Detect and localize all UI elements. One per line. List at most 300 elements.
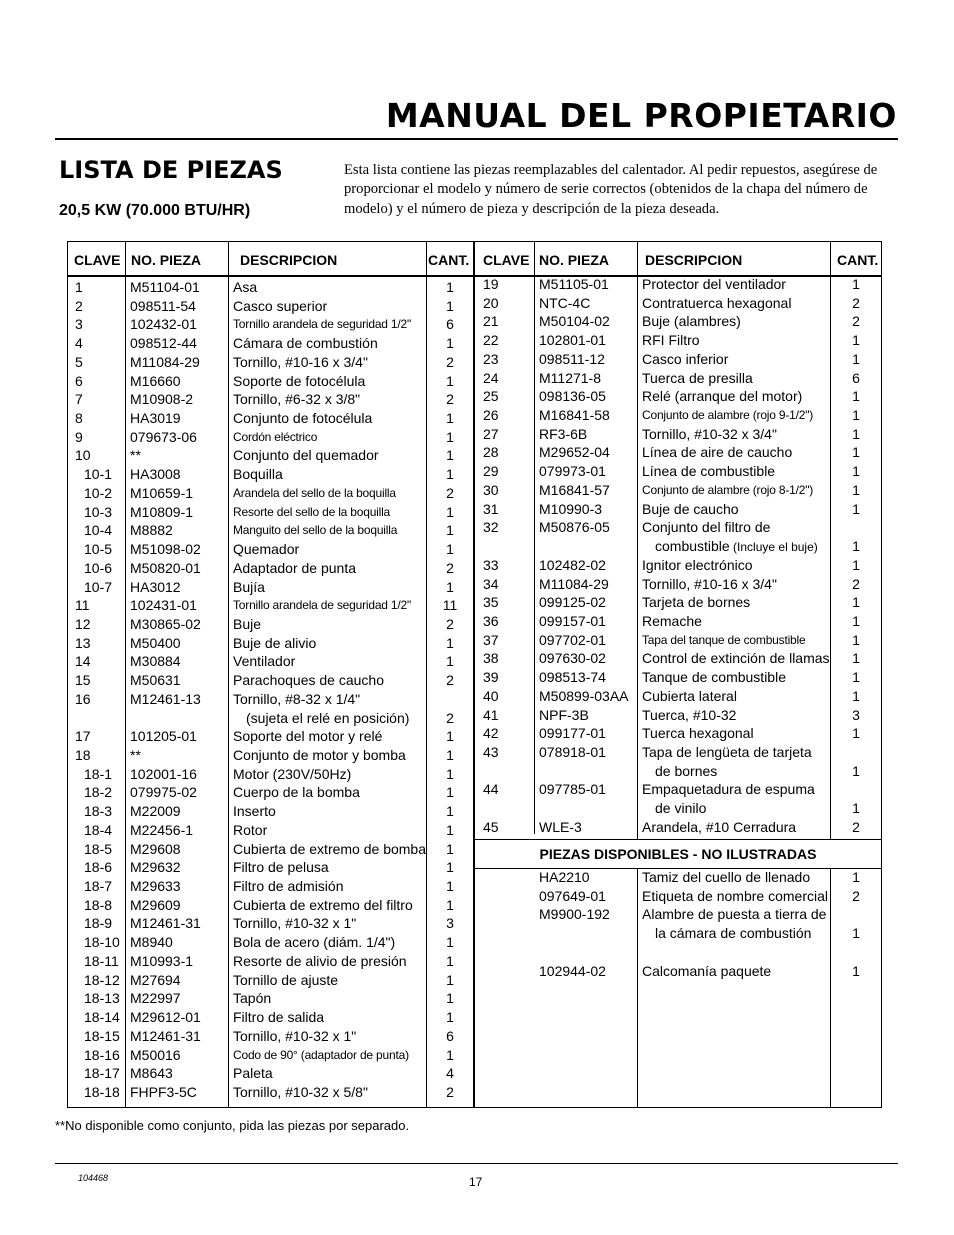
row-clave: 18-8 xyxy=(84,896,113,913)
row-quantity: 1 xyxy=(852,594,860,611)
column-divider xyxy=(228,242,229,1107)
row-quantity: 1 xyxy=(852,762,860,779)
row-part-number: M16841-58 xyxy=(539,407,610,424)
row-quantity: 1 xyxy=(852,556,860,573)
row-quantity: 1 xyxy=(446,297,454,314)
row-quantity: 1 xyxy=(852,687,860,704)
col-header-descripcion: DESCRIPCION xyxy=(240,252,338,268)
row-part-number: 098511-54 xyxy=(130,297,196,314)
row-quantity: 1 xyxy=(446,859,454,876)
row-description: Resorte del sello de la boquilla xyxy=(233,504,391,519)
row-clave: 18-7 xyxy=(84,878,113,895)
row-description: Soporte del motor y relé xyxy=(233,728,383,745)
row-description: Arandela del sello de la boquilla xyxy=(233,485,396,500)
row-clave: 26 xyxy=(483,407,499,424)
row-part-number: M12461-31 xyxy=(130,1027,201,1044)
row-quantity: 4 xyxy=(446,1065,454,1082)
row-part-number: M29609 xyxy=(130,896,181,913)
row-description: Bola de acero (diám. 1/4") xyxy=(233,934,396,951)
row-part-number: HA3008 xyxy=(130,466,181,483)
row-part-number: 078918-01 xyxy=(539,744,606,760)
row-clave: 18-3 xyxy=(84,803,113,820)
row-description: RFI Filtro xyxy=(642,332,700,349)
row-part-number: M16841-57 xyxy=(539,481,610,498)
row-description: Etiqueta de nombre comercial xyxy=(642,887,828,904)
row-quantity: 2 xyxy=(446,672,454,689)
row-quantity: 1 xyxy=(446,896,454,913)
row-clave: 8 xyxy=(75,410,83,427)
row-quantity: 2 xyxy=(446,391,454,408)
footer-rule xyxy=(55,1163,898,1164)
row-clave: 4 xyxy=(75,335,83,352)
row-quantity: 1 xyxy=(446,279,454,295)
row-quantity: 2 xyxy=(446,709,454,726)
document-number: 104468 xyxy=(78,1173,109,1183)
row-quantity: 2 xyxy=(852,313,860,330)
row-clave: 18-12 xyxy=(84,971,120,988)
row-description: Conjunto de alambre (rojo 9-1/2") xyxy=(642,408,814,423)
row-quantity: 1 xyxy=(446,335,454,352)
row-part-number: M22997 xyxy=(130,990,181,1007)
row-clave: 10 xyxy=(75,447,91,464)
row-quantity: 1 xyxy=(852,463,860,480)
row-description: Conjunto de fotocélula xyxy=(233,410,373,427)
row-description: Alambre de puesta a tierra de xyxy=(642,906,827,923)
row-part-number: M50631 xyxy=(130,672,181,689)
row-quantity: 2 xyxy=(852,575,860,592)
intro-paragraph: Esta lista contiene las piezas reemplazables del calentador. Al pedir repuestos, asegúrese de proporcionar el modelo y número de serie correctos (obtenidos de la chapa del número de modelo) y el número de pieza y descripción de la pieza deseada. xyxy=(344,162,878,217)
row-description: Boquilla xyxy=(233,466,283,483)
row-description: Contratuerca hexagonal xyxy=(642,294,792,311)
row-description: Tornillo, #10-16 x 3/4" xyxy=(642,575,777,592)
row-quantity: 1 xyxy=(852,631,860,648)
row-quantity: 1 xyxy=(446,803,454,820)
row-description: Calcomanía paquete xyxy=(642,962,772,979)
section-title: LISTA DE PIEZAS xyxy=(59,156,283,184)
row-quantity: 1 xyxy=(446,653,454,670)
row-clave: 14 xyxy=(75,653,91,670)
row-clave: 10-1 xyxy=(84,466,113,483)
row-description: Filtro de pelusa xyxy=(233,859,329,876)
row-description-note: (Incluye el buje) xyxy=(729,540,818,555)
row-clave: 21 xyxy=(483,313,499,330)
row-description: Tamiz del cuello de llenado xyxy=(642,869,811,885)
row-quantity: 2 xyxy=(446,615,454,632)
row-clave: 37 xyxy=(483,631,499,648)
row-part-number: M10809-1 xyxy=(130,503,194,520)
row-part-number: M50876-05 xyxy=(539,519,610,536)
row-description: Cordón eléctrico xyxy=(233,429,318,444)
row-part-number: 099157-01 xyxy=(539,612,606,629)
row-part-number: M11084-29 xyxy=(539,575,609,592)
row-quantity: 1 xyxy=(446,1009,454,1026)
row-clave: 18-10 xyxy=(84,934,120,951)
row-clave: 10-2 xyxy=(84,484,113,501)
row-description: Tornillo, #6-32 x 3/8" xyxy=(233,391,361,408)
column-divider xyxy=(534,242,535,834)
row-description: Tornillo arandela de seguridad 1/2" xyxy=(233,598,412,613)
row-quantity: 1 xyxy=(852,407,860,424)
row-part-number: M51104-01 xyxy=(130,279,200,295)
col-header-clave: CLAVE xyxy=(483,252,530,268)
row-quantity: 1 xyxy=(446,934,454,951)
row-part-number: 102801-01 xyxy=(539,332,606,349)
row-quantity: 1 xyxy=(446,634,454,651)
row-clave: 18-16 xyxy=(84,1046,120,1063)
row-quantity: 1 xyxy=(446,372,454,389)
row-part-number: M50016 xyxy=(130,1046,181,1063)
row-description: Motor (230V/50Hz) xyxy=(233,765,352,782)
row-description: Protector del ventilador xyxy=(642,276,786,292)
row-clave: 18-1 xyxy=(84,765,113,782)
row-part-number: 101205-01 xyxy=(130,728,197,745)
row-clave: 38 xyxy=(483,650,499,667)
row-description: Arandela, #10 Cerradura xyxy=(642,818,797,835)
row-quantity: 1 xyxy=(852,669,860,686)
column-divider xyxy=(637,242,638,1107)
row-description: de bornes xyxy=(655,762,718,779)
row-quantity: 6 xyxy=(446,316,454,333)
row-part-number: 102431-01 xyxy=(130,597,197,614)
row-description: Tornillo, #10-32 x 3/4" xyxy=(642,425,777,442)
row-description: Tapa del tanque de combustible xyxy=(642,632,806,647)
row-description: Casco inferior xyxy=(642,350,729,367)
row-part-number: M9900-192 xyxy=(539,906,610,923)
row-description: Rotor xyxy=(233,821,268,838)
row-part-number: HA3019 xyxy=(130,410,181,427)
col-header-descripcion: DESCRIPCION xyxy=(645,252,743,268)
row-part-number: M29612-01 xyxy=(130,1009,201,1026)
row-part-number: M51098-02 xyxy=(130,541,201,558)
row-description: Parachoques de caucho xyxy=(233,672,384,689)
row-clave: 1 xyxy=(75,279,83,295)
parts-table-right xyxy=(474,241,882,1108)
parts-table-left xyxy=(67,241,474,1108)
row-description: Buje (alambres) xyxy=(642,313,741,330)
row-quantity: 1 xyxy=(446,990,454,1007)
row-clave: 18-2 xyxy=(84,784,113,801)
row-description: Paleta xyxy=(233,1065,273,1082)
row-quantity: 1 xyxy=(852,388,860,405)
row-clave: 42 xyxy=(483,725,499,742)
row-part-number: M27694 xyxy=(130,971,181,988)
row-part-number: M50104-02 xyxy=(539,313,610,330)
row-quantity: 1 xyxy=(852,869,860,885)
row-quantity: 1 xyxy=(446,578,454,595)
row-part-number: 079673-06 xyxy=(130,428,197,445)
row-clave: 18-11 xyxy=(84,952,119,969)
row-description: Ignitor electrónico xyxy=(642,556,753,573)
row-quantity: 2 xyxy=(446,484,454,501)
row-clave: 30 xyxy=(483,481,499,498)
row-part-number: 098512-44 xyxy=(130,335,197,352)
page-number: 17 xyxy=(469,1175,483,1189)
row-quantity: 2 xyxy=(852,294,860,311)
row-quantity: 1 xyxy=(852,650,860,667)
row-clave: 18-14 xyxy=(84,1009,120,1026)
row-clave: 6 xyxy=(75,372,83,389)
row-description: Cubierta lateral xyxy=(642,687,737,704)
row-description: Tornillo de ajuste xyxy=(233,971,339,988)
row-quantity: 1 xyxy=(852,962,860,979)
row-quantity: 2 xyxy=(852,887,860,904)
row-clave: 10-6 xyxy=(84,559,113,576)
header-rule xyxy=(68,275,473,277)
row-description: Tuerca hexagonal xyxy=(642,725,754,742)
row-part-number: M10659-1 xyxy=(130,484,194,501)
row-part-number: M51105-01 xyxy=(539,276,609,292)
row-clave: 18 xyxy=(75,747,91,763)
row-description: Filtro de salida xyxy=(233,1009,325,1026)
row-clave: 17 xyxy=(75,728,91,745)
row-description: (sujeta el relé en posición) xyxy=(246,709,410,726)
row-part-number: 098136-05 xyxy=(539,388,606,405)
row-part-number: M11084-29 xyxy=(130,353,200,370)
row-description: Casco superior xyxy=(233,297,328,314)
row-description: Tornillo, #10-16 x 3/4" xyxy=(233,353,368,370)
row-clave: 18-18 xyxy=(84,1083,120,1100)
row-description: Tuerca de presilla xyxy=(642,369,753,386)
row-part-number: HA3012 xyxy=(130,578,181,595)
row-part-number: 102482-02 xyxy=(539,556,606,573)
row-quantity: 1 xyxy=(446,952,454,969)
row-part-number: M10993-1 xyxy=(130,952,194,969)
row-description: Resorte de alivio de presión xyxy=(233,952,407,969)
row-description: Control de extinción de llamas xyxy=(642,650,830,667)
row-description: Tornillo, #10-32 x 1" xyxy=(233,915,357,932)
row-quantity: 1 xyxy=(852,725,860,742)
row-clave: 10-4 xyxy=(84,522,113,539)
available-parts-band xyxy=(475,839,881,869)
row-quantity: 3 xyxy=(446,915,454,932)
row-part-number: M50899-03AA xyxy=(539,687,629,704)
row-clave: 29 xyxy=(483,463,499,480)
row-clave: 18-6 xyxy=(84,859,113,876)
row-clave: 18-13 xyxy=(84,990,120,1007)
row-clave: 3 xyxy=(75,316,83,333)
row-quantity: 1 xyxy=(446,541,454,558)
row-clave: 41 xyxy=(483,706,499,723)
row-quantity: 2 xyxy=(446,559,454,576)
section-subtitle: 20,5 KW (70.000 BTU/HR) xyxy=(59,202,251,219)
row-description: Conjunto del quemador xyxy=(233,447,379,464)
row-quantity: 1 xyxy=(446,840,454,857)
row-clave: 24 xyxy=(483,369,499,386)
row-clave: 10-7 xyxy=(84,578,113,595)
row-quantity: 1 xyxy=(852,425,860,442)
available-parts-title: PIEZAS DISPONIBLES - NO ILUSTRADAS xyxy=(539,846,817,862)
row-part-number: M11271-8 xyxy=(539,369,602,386)
row-part-number: 102944-02 xyxy=(539,962,606,979)
row-description: Cubierta de extremo del filtro xyxy=(233,896,413,913)
row-description: Conjunto del filtro de xyxy=(642,519,771,536)
row-description: Tarjeta de bornes xyxy=(642,594,751,611)
row-clave: 18-4 xyxy=(84,821,113,838)
row-quantity: 3 xyxy=(852,706,860,723)
row-clave: 19 xyxy=(483,276,499,292)
row-quantity: 1 xyxy=(446,428,454,445)
row-clave: 20 xyxy=(483,294,499,311)
row-quantity: 2 xyxy=(446,353,454,370)
row-quantity: 1 xyxy=(852,538,860,555)
row-quantity: 1 xyxy=(852,800,860,817)
col-header-cant: CANT. xyxy=(837,252,879,268)
row-description: Asa xyxy=(233,279,258,295)
row-quantity: 1 xyxy=(446,728,454,745)
row-quantity: 1 xyxy=(852,500,860,517)
row-part-number: M16660 xyxy=(130,372,181,389)
row-clave: 10-3 xyxy=(84,503,113,520)
row-description: Remache xyxy=(642,612,702,629)
row-part-number: M29632 xyxy=(130,859,181,876)
row-clave: 16 xyxy=(75,690,91,707)
row-clave: 32 xyxy=(483,519,499,536)
row-quantity: 1 xyxy=(852,276,860,292)
row-clave: 27 xyxy=(483,425,499,442)
row-part-number: M8882 xyxy=(130,522,173,539)
row-part-number: 099177-01 xyxy=(539,725,606,742)
row-part-number: FHPF3-5C xyxy=(130,1083,197,1100)
row-part-number: M50400 xyxy=(130,634,181,651)
row-clave: 2 xyxy=(75,297,83,314)
row-quantity: 1 xyxy=(446,765,454,782)
row-clave: 44 xyxy=(483,781,499,798)
manual-title: MANUAL DEL PROPIETARIO xyxy=(385,96,897,135)
row-quantity: 1 xyxy=(446,466,454,483)
row-clave: 18-15 xyxy=(84,1027,120,1044)
row-clave: 39 xyxy=(483,669,499,686)
row-quantity: 1 xyxy=(446,410,454,427)
row-part-number: 099125-02 xyxy=(539,594,606,611)
row-description: Línea de aire de caucho xyxy=(642,444,793,461)
row-part-number: ** xyxy=(130,747,141,763)
row-quantity: 1 xyxy=(446,1046,454,1063)
row-part-number: NPF-3B xyxy=(539,706,589,723)
row-clave: 12 xyxy=(75,615,91,632)
row-quantity: 1 xyxy=(446,747,454,763)
row-part-number: HA2210 xyxy=(539,869,590,885)
row-description: Ventilador xyxy=(233,653,296,670)
row-description: Empaquetadura de espuma xyxy=(642,781,815,798)
row-description: Tapa de lengüeta de tarjeta xyxy=(642,744,812,760)
row-description: Tanque de combustible xyxy=(642,669,786,686)
row-part-number: M30884 xyxy=(130,653,181,670)
row-quantity: 1 xyxy=(852,612,860,629)
row-quantity: 1 xyxy=(852,350,860,367)
row-clave: 34 xyxy=(483,575,499,592)
row-quantity: 2 xyxy=(852,818,860,835)
row-description: Buje de caucho xyxy=(642,500,739,517)
row-part-number: M50820-01 xyxy=(130,559,201,576)
row-part-number: 098511-12 xyxy=(539,350,605,367)
row-quantity: 6 xyxy=(446,1027,454,1044)
row-quantity: 1 xyxy=(446,503,454,520)
row-part-number: M10990-3 xyxy=(539,500,603,517)
row-clave: 33 xyxy=(483,556,499,573)
row-quantity: 1 xyxy=(446,971,454,988)
row-clave: 40 xyxy=(483,687,499,704)
row-description: Quemador xyxy=(233,541,300,558)
row-description: Cubierta de extremo de bomba xyxy=(233,840,426,857)
row-part-number: M12461-31 xyxy=(130,915,201,932)
row-description: Tornillo, #10-32 x 1" xyxy=(233,1027,357,1044)
row-clave: 23 xyxy=(483,350,499,367)
row-part-number: M29652-04 xyxy=(539,444,610,461)
row-clave: 5 xyxy=(75,353,83,370)
row-quantity: 1 xyxy=(446,447,454,464)
row-clave: 31 xyxy=(483,500,499,517)
row-description: Conjunto de alambre (rojo 8-1/2") xyxy=(642,482,814,497)
row-description: Relé (arranque del motor) xyxy=(642,388,803,405)
row-description: Bujía xyxy=(233,578,265,595)
row-part-number: M30865-02 xyxy=(130,615,201,632)
row-part-number: 079975-02 xyxy=(130,784,197,801)
row-clave: 35 xyxy=(483,594,499,611)
row-clave: 45 xyxy=(483,818,499,835)
footnote: **No disponible como conjunto, pida las piezas por separado. xyxy=(55,1118,410,1133)
row-part-number: M29608 xyxy=(130,840,181,857)
row-part-number: 097785-01 xyxy=(539,781,606,798)
row-description: Tuerca, #10-32 xyxy=(642,706,737,723)
row-quantity: 1 xyxy=(852,332,860,349)
row-part-number: 097702-01 xyxy=(539,631,606,648)
row-clave: 25 xyxy=(483,388,499,405)
row-description: Tornillo, #8-32 x 1/4" xyxy=(233,690,361,707)
row-part-number: M12461-13 xyxy=(130,690,201,707)
row-part-number: ** xyxy=(130,447,141,464)
row-part-number: M8643 xyxy=(130,1065,173,1082)
row-clave: 7 xyxy=(75,391,83,408)
row-description: Conjunto de motor y bomba xyxy=(233,747,406,763)
row-part-number: 098513-74 xyxy=(539,669,606,686)
row-part-number: RF3-6B xyxy=(539,425,588,442)
row-clave: 18-17 xyxy=(84,1065,120,1082)
row-quantity: 2 xyxy=(446,1083,454,1100)
row-description: Filtro de admisión xyxy=(233,878,344,895)
row-part-number: M8940 xyxy=(130,934,173,951)
row-description: Codo de 90° (adaptador de punta) xyxy=(233,1047,409,1062)
row-quantity: 1 xyxy=(852,481,860,498)
row-clave: 10-5 xyxy=(84,541,113,558)
row-quantity: 6 xyxy=(852,369,860,386)
row-part-number: M22456-1 xyxy=(130,821,194,838)
row-description: de vinilo xyxy=(655,800,707,817)
row-part-number: M10908-2 xyxy=(130,391,194,408)
row-description: Línea de combustible xyxy=(642,463,776,480)
row-description: Soporte de fotocélula xyxy=(233,372,366,389)
row-quantity: 11 xyxy=(442,597,458,614)
row-clave: 36 xyxy=(483,612,499,629)
row-quantity: 1 xyxy=(446,821,454,838)
row-part-number: M22009 xyxy=(130,803,181,820)
row-clave: 28 xyxy=(483,444,499,461)
row-quantity: 1 xyxy=(446,522,454,539)
row-part-number: 097649-01 xyxy=(539,887,606,904)
row-clave: 15 xyxy=(75,672,91,689)
header-rule xyxy=(55,138,898,140)
row-clave: 11 xyxy=(75,597,90,614)
row-clave: 43 xyxy=(483,744,499,760)
row-description: Tornillo, #10-32 x 5/8" xyxy=(233,1083,368,1100)
row-quantity: 1 xyxy=(852,444,860,461)
row-description: Inserto xyxy=(233,803,276,820)
row-description: Cámara de combustión xyxy=(233,335,378,352)
row-description: Buje xyxy=(233,615,262,632)
row-quantity: 1 xyxy=(852,925,860,942)
row-description: Manguito del sello de la boquilla xyxy=(233,523,398,538)
row-clave: 18-5 xyxy=(84,840,113,857)
col-header-pieza: NO. PIEZA xyxy=(131,252,202,268)
